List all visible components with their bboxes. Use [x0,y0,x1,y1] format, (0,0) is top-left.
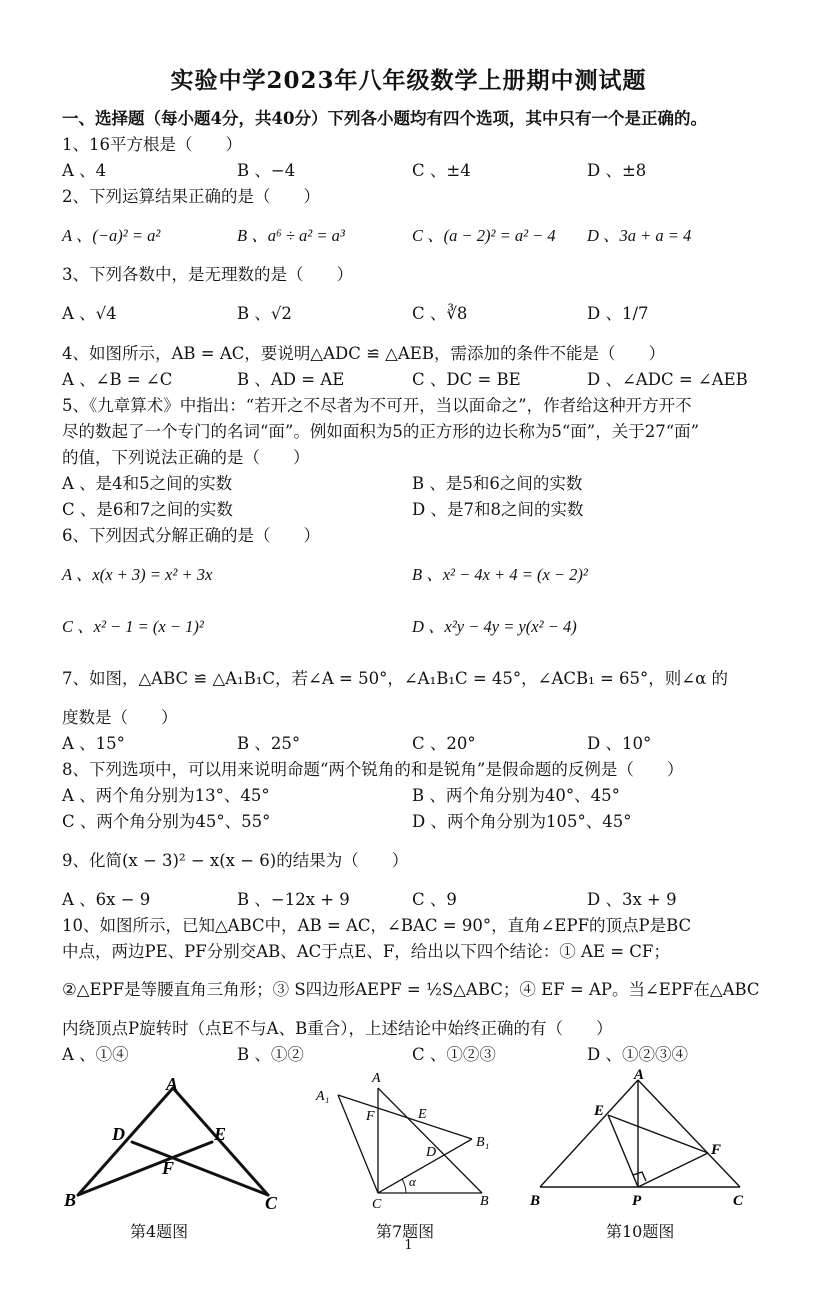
question-10-option-d[interactable]: D 、①②③④ [587,1045,688,1064]
question-10-stem-line-3: ②△EPF是等腰直角三角形；③ S四边形AEPF = ½S△ABC；④ EF = AP。当∠EPF在△ABC [62,980,760,999]
figure-4 [60,1072,290,1210]
figure-10-label-p: P [632,1193,642,1209]
question-3-option-b[interactable]: B 、√2 [237,304,292,323]
question-1-option-a[interactable]: A 、4 [62,161,107,180]
question-1-option-b[interactable]: B 、−4 [237,161,296,180]
question-9-option-c[interactable]: C 、9 [412,890,457,909]
question-1-option-c[interactable]: C 、±4 [412,161,471,180]
question-7-option-b[interactable]: B 、25° [237,734,301,753]
figure-10-caption: 第10题图 [606,1222,675,1241]
question-7-option-d[interactable]: D 、10° [587,734,652,753]
figure-7-label-c: C [372,1197,382,1210]
figure-7-label-b: B [480,1194,489,1209]
question-3-option-c[interactable]: C 、∛8 [412,304,468,323]
question-2-stem: 2、下列运算结果正确的是（ ） [62,187,320,206]
question-10-option-b[interactable]: B 、①② [237,1045,304,1064]
figure-4-label-f: F [162,1158,175,1178]
question-4-option-d[interactable]: D 、∠ADC = ∠AEB [587,370,748,389]
question-8-stem: 8、下列选项中，可以用来说明命题“两个锐角的和是锐角”是假命题的反例是（ ） [62,760,684,779]
question-1-option-d[interactable]: D 、±8 [587,161,647,180]
question-3-stem: 3、下列各数中，是无理数的是（ ） [62,265,353,284]
question-7-stem-line-1: 7、如图，△ABC ≌ △A₁B₁C，若∠A = 50°，∠A₁B₁C = 45°，∠ACB₁ = 65°，则∠α 的 [62,669,729,688]
figure-4-label-c: C [265,1193,278,1210]
question-5-option-b[interactable]: B 、是5和6之间的实数 [412,474,583,493]
question-6-option-c[interactable]: C 、x² − 1 = (x − 1)² [62,617,204,636]
question-5-stem-line-3: 的值，下列说法正确的是（ ） [62,448,310,467]
figure-7-label-e: E [418,1107,427,1122]
question-7-option-c[interactable]: C 、20° [412,734,476,753]
question-2-option-a[interactable]: A 、(−a)² = a² [62,226,161,245]
figure-7-label-alpha: α [409,1174,416,1189]
figure-7-label-f: F [366,1109,375,1124]
question-9-option-a[interactable]: A 、6x − 9 [62,890,151,909]
question-4-option-c[interactable]: C 、DC = BE [412,370,521,389]
figure-4-label-a: A [166,1074,179,1094]
question-9-option-b[interactable]: B 、−12x + 9 [237,890,350,909]
question-5-option-a[interactable]: A 、是4和5之间的实数 [62,474,233,493]
question-2-option-d[interactable]: D 、3a + a = 4 [587,226,692,245]
question-6-option-b[interactable]: B 、x² − 4x + 4 = (x − 2)² [412,565,588,584]
question-6-option-d[interactable]: D 、x²y − 4y = y(x² − 4) [412,617,577,636]
question-5-option-d[interactable]: D 、是7和8之间的实数 [412,500,584,519]
question-3-option-d[interactable]: D 、1/7 [587,304,649,323]
question-5-option-c[interactable]: C 、是6和7之间的实数 [62,500,233,519]
figure-4-label-e: E [214,1124,227,1144]
question-2-option-b[interactable]: B 、a⁶ ÷ a² = a³ [237,226,345,245]
figure-4-caption: 第4题图 [130,1222,189,1241]
question-10-option-c[interactable]: C 、①②③ [412,1045,496,1064]
question-4-stem: 4、如图所示，AB = AC，要说明△ADC ≌ △AEB，需添加的条件不能是（ ） [62,344,665,363]
question-10-stem-line-1: 10、如图所示，已知△ABC中，AB = AC，∠BAC = 90°，直角∠EPF的顶点P是BC [62,916,692,935]
question-4-option-b[interactable]: B 、AD = AE [237,370,345,389]
question-8-option-b[interactable]: B 、两个角分别为40°、45° [412,786,620,805]
figure-7-label-a: A [372,1071,381,1086]
question-4-option-a[interactable]: A 、∠B = ∠C [62,370,173,389]
figure-10-label-f: F [711,1142,722,1158]
question-7-stem-line-2: 度数是（ ） [62,708,178,727]
page-number: 1 [404,1238,413,1253]
question-6-stem: 6、下列因式分解正确的是（ ） [62,526,320,545]
question-5-stem-line-1: 5、《九章算术》中指出：“若开之不尽者为不可开，当以面命之”，作者给这种开方开不 [62,396,692,415]
question-3-option-a[interactable]: A 、√4 [62,304,117,323]
figure-7-caption: 第7题图 [376,1222,435,1241]
figure-7-label-a1: A₁ [316,1089,330,1104]
figure-10-label-e: E [594,1103,605,1119]
figure-4-label-d: D [112,1124,125,1144]
question-7-option-a[interactable]: A 、15° [62,734,125,753]
exam-title: 实验中学2023年八年级数学上册期中测试题 [170,67,647,94]
figure-7-label-d: D [426,1145,437,1160]
question-5-stem-line-2: 尽的数起了一个专门的名词“面”。例如面积为5的正方形的边长称为5“面”，关于27“面” [62,422,700,441]
question-9-option-d[interactable]: D 、3x + 9 [587,890,677,909]
question-8-option-a[interactable]: A 、两个角分别为13°、45° [62,786,270,805]
question-6-option-a[interactable]: A 、x(x + 3) = x² + 3x [62,565,213,584]
figure-10 [528,1065,753,1210]
question-1-stem: 1、16平方根是（ ） [62,135,242,154]
question-8-option-c[interactable]: C 、两个角分别为45°、55° [62,812,271,831]
figure-4-label-b: B [64,1190,77,1210]
section-heading: 一、选择题（每小题4分，共40分）下列各小题均有四个选项，其中只有一个是正确的。 [62,109,707,128]
question-9-stem: 9、化简(x − 3)² − x(x − 6)的结果为（ ） [62,851,409,870]
question-10-stem-line-4: 内绕顶点P旋转时（点E不与A、B重合），上述结论中始终正确的有（ ） [62,1019,613,1038]
question-10-stem-line-2: 中点，两边PE、PF分别交AB、AC于点E、F，给出以下四个结论：① AE = CF； [62,942,670,961]
question-10-option-a[interactable]: A 、①④ [62,1045,129,1064]
figure-10-label-b: B [530,1193,541,1209]
figure-7-label-b1: B₁ [476,1135,490,1150]
figure-10-label-c: C [733,1193,744,1209]
figure-10-label-a: A [634,1067,645,1083]
question-8-option-d[interactable]: D 、两个角分别为105°、45° [412,812,632,831]
figure-7 [310,1068,510,1210]
question-2-option-c[interactable]: C 、(a − 2)² = a² − 4 [412,226,556,245]
